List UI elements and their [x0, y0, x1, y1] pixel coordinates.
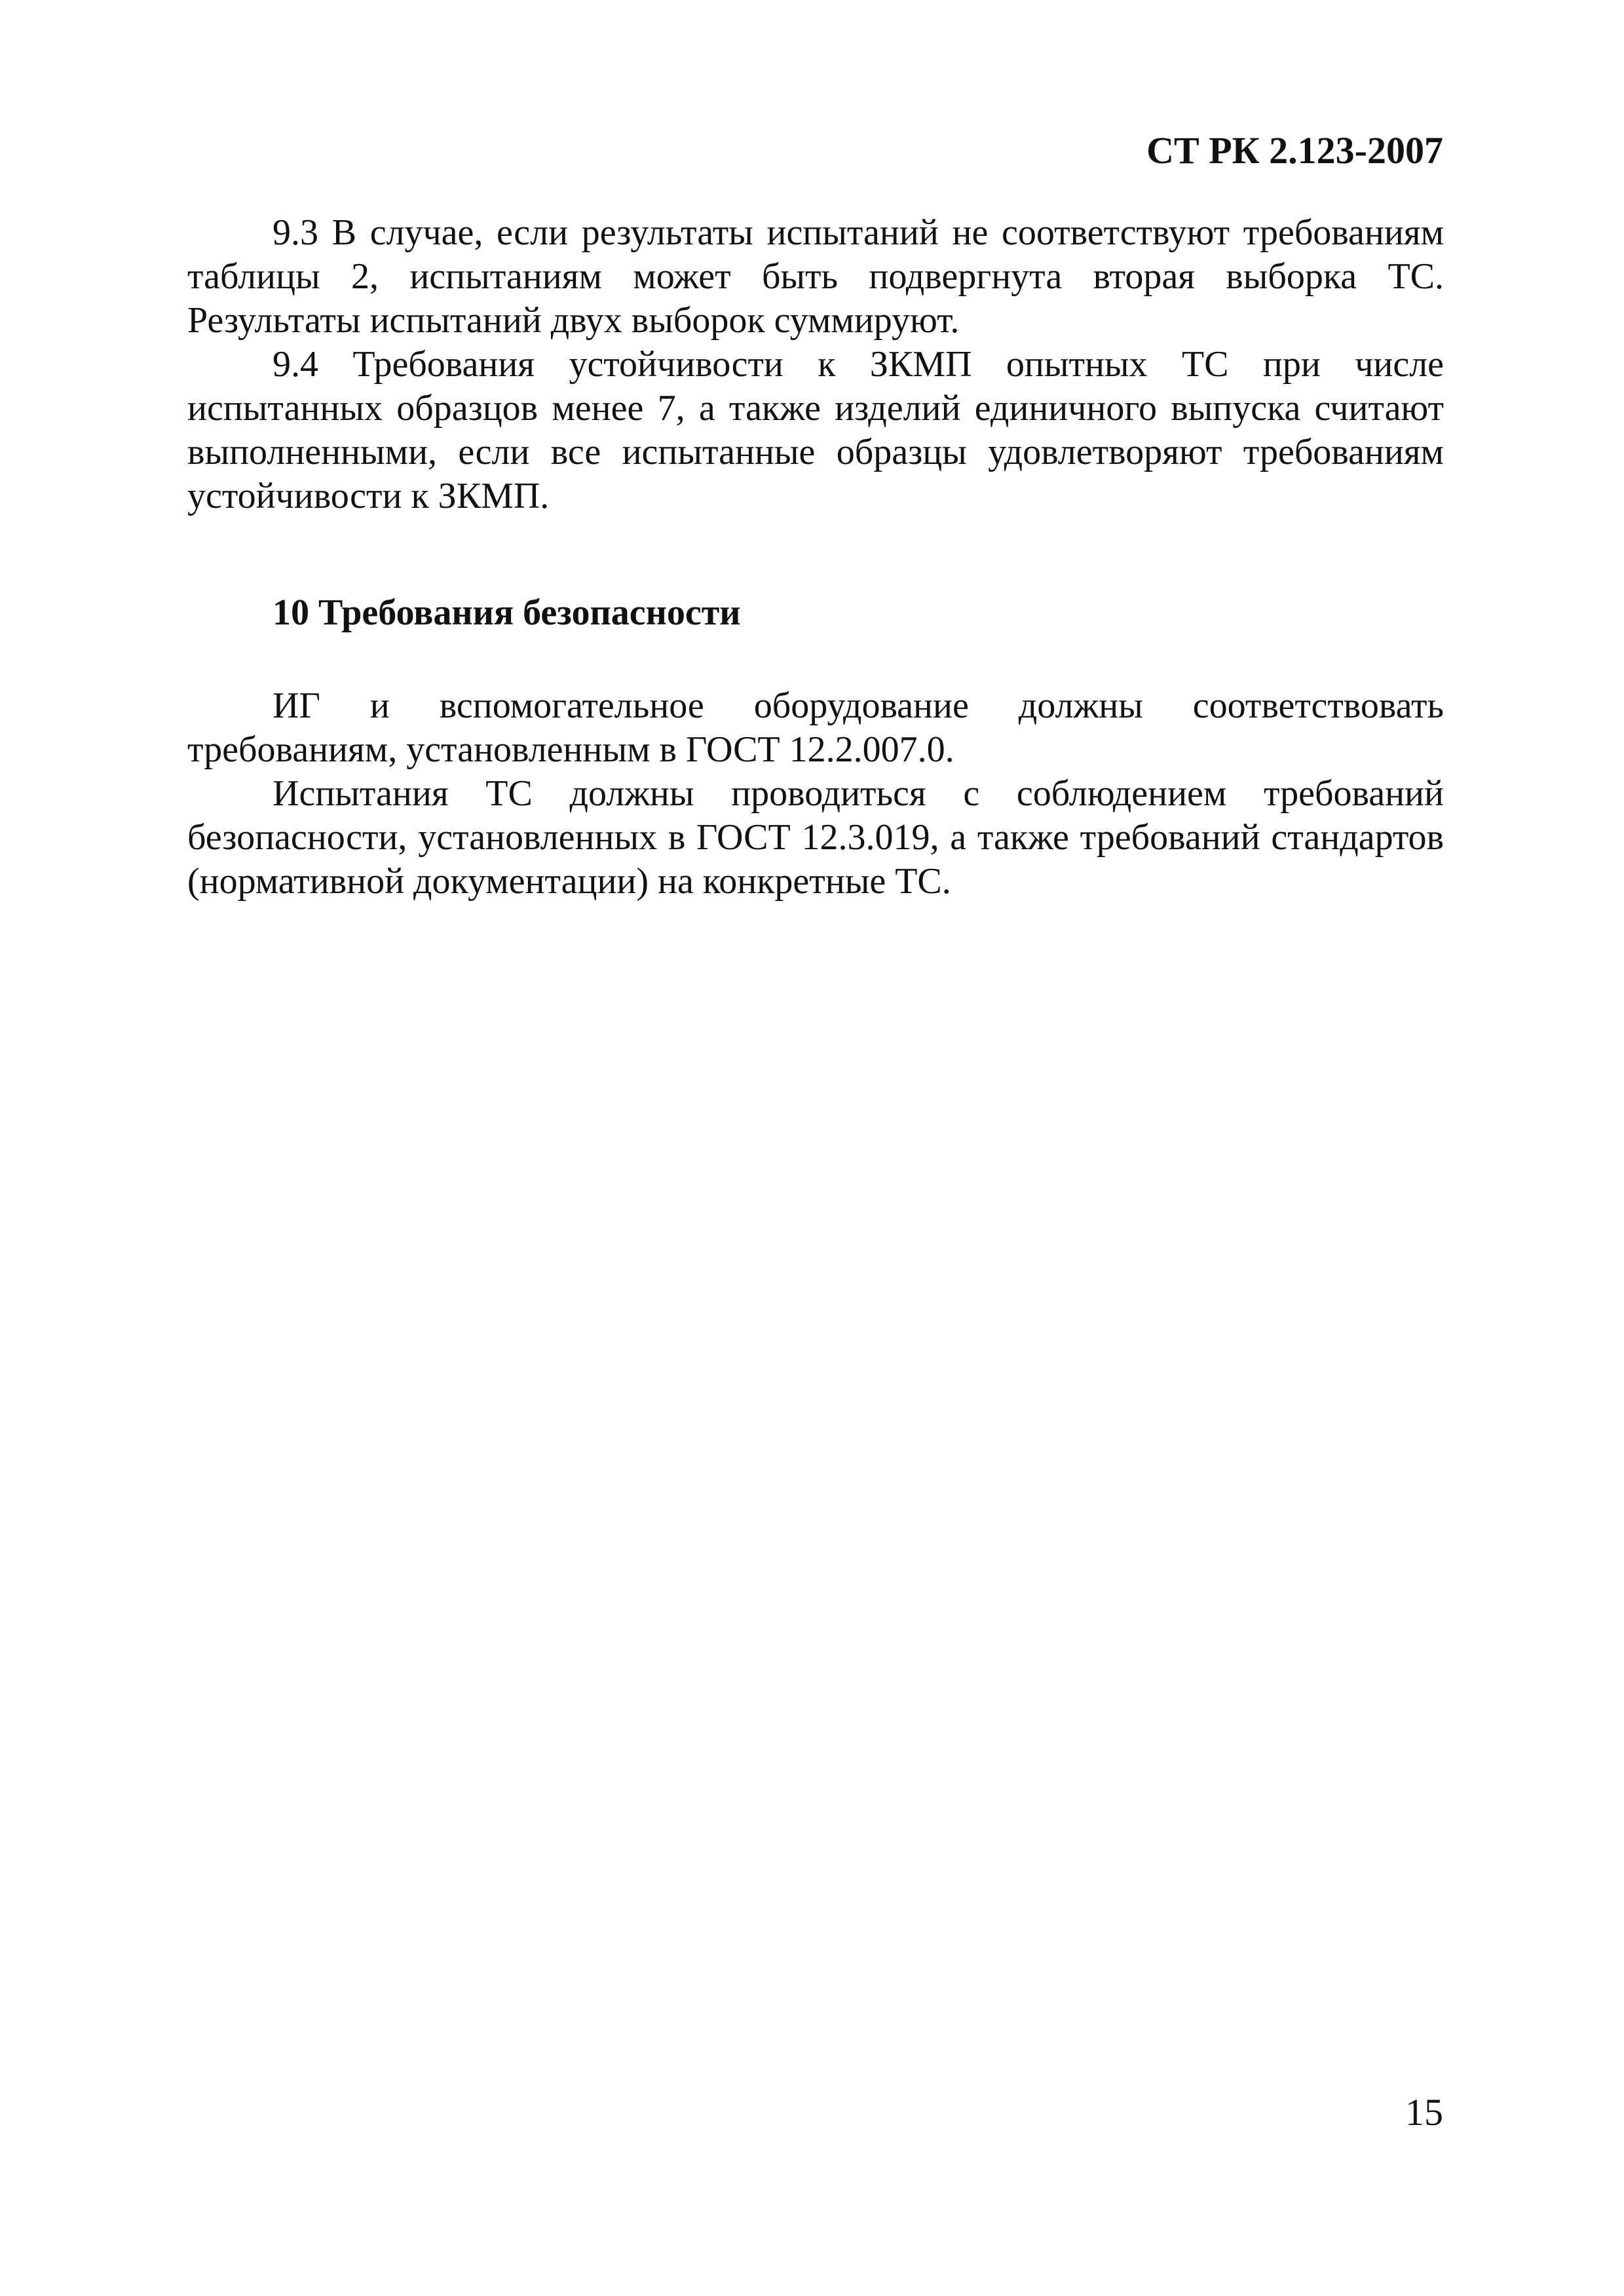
page-number: 15: [1405, 2091, 1443, 2133]
section-10-heading: 10 Требования безопасности: [273, 592, 741, 633]
paragraph-10-2: Испытания ТС должны проводиться с соблюдением требований безопасности, установленных в ГОСТ 12.3.019, а также требований стандартов (нормативной документации) на конкретные ТС.: [187, 773, 1444, 902]
paragraph-9-3: 9.3 В случае, если результаты испытаний не соответствуют требованиям таблицы 2, испытаниям может быть подвергнута вторая выборка ТС. Результаты испытаний двух выборок суммируют.: [187, 212, 1444, 341]
document-code: СТ РК 2.123-2007: [1146, 129, 1443, 172]
document-body: [187, 211, 1444, 904]
paragraph-9-4: 9.4 Требования устойчивости к ЗКМП опытных ТС при числе испытанных образцов менее 7, а также изделий единичного выпуска считают выполненными, если все испытанные образцы удовлетворяют требованиям устойчивости к ЗКМП.: [187, 344, 1444, 516]
paragraph-10-1: ИГ и вспомогательное оборудование должны соответствовать требованиям, установленным в ГОСТ 12.2.007.0.: [187, 685, 1444, 770]
